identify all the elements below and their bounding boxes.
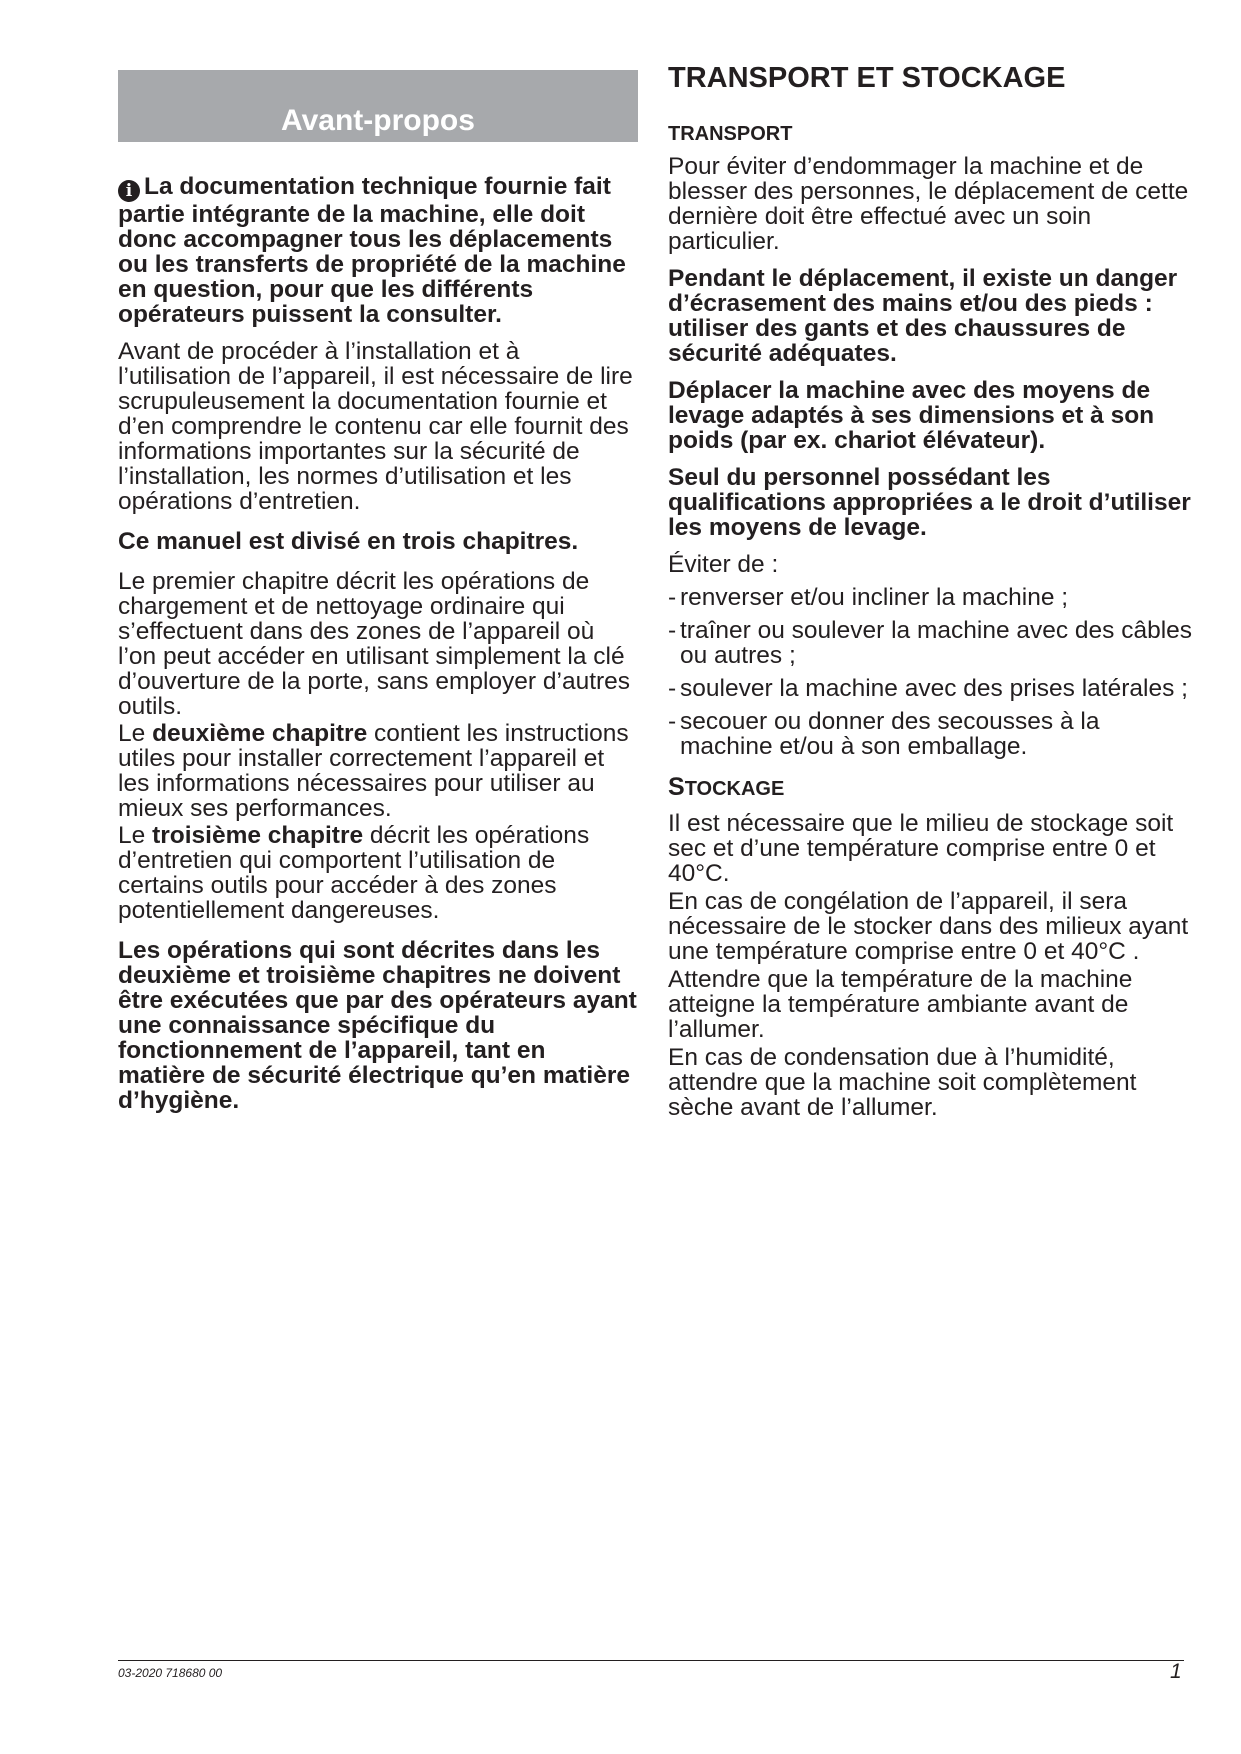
- crush-danger-warning: Pendant le déplacement, il existe un danger d’écrasement des mains et/ou des pieds : utiliser des gants et des chaussures de sécurité adéquates.: [668, 265, 1178, 367]
- storage-paragraph-2: En cas de congélation de l’appareil, il sera nécessaire de le stocker dans des milieux ayant une température comprise entre 0 et 40°C .: [668, 888, 1189, 965]
- list-item: - traîner ou soulever la machine avec des câbles ou autres ;: [668, 617, 1193, 669]
- operators-warning: Les opérations qui sont décrites dans les deuxième et troisième chapitres ne doivent être exécutées que par des opérateurs ayant une connaissance spécifique du fonctionnement de l’appareil, tant en matière de sécurité électrique qu’en matière d’hygiène.: [118, 937, 637, 1114]
- footer-divider: [118, 1660, 1184, 1661]
- transport-heading: TRANSPORT: [668, 123, 793, 145]
- intro-note: [118, 174, 638, 327]
- avoid-intro: Éviter de :: [668, 551, 779, 578]
- document-reference: 03-2020 718680 00: [118, 1666, 223, 1680]
- avoid-list: [668, 585, 1193, 759]
- chapters-heading: Ce manuel est divisé en trois chapitres.: [118, 528, 579, 555]
- storage-paragraph-1: Il est nécessaire que le milieu de stockage soit sec et d’une température comprise entre 0 et 40°C.: [668, 810, 1174, 887]
- storage-paragraph-3: Attendre que la température de la machine atteigne la température ambiante avant de l’allumer.: [668, 966, 1133, 1043]
- section-banner: [118, 70, 638, 142]
- transport-intro: Pour éviter d’endommager la machine et de blesser des personnes, le déplacement de cette dernière doit être effectué avec un soin particulier.: [668, 153, 1189, 255]
- list-item: - renverser et/ou incliner la machine ;: [668, 584, 1069, 611]
- left-column: [118, 70, 638, 1113]
- qualified-personnel-warning: Seul du personnel possédant les qualifications appropriées a le droit d’utiliser les moyens de levage.: [668, 464, 1191, 541]
- intro-note-text: La documentation technique fournie fait partie intégrante de la machine, elle doit donc accompagner tous les déplacements ou les transferts de propriété de la machine en question, pour que les différents opérateurs puissent la consulter.: [118, 173, 626, 328]
- second-chapter-paragraph: Le deuxième chapitre contient les instructions utiles pour installer correctement l’appareil et les informations nécessaires pour utiliser au mieux ses performances.: [118, 720, 629, 822]
- storage-heading: STOCKAGE: [668, 773, 785, 801]
- page-number: 1: [1170, 1660, 1182, 1683]
- right-column: [668, 62, 1193, 1120]
- third-chapter-bold: troisième chapitre: [152, 822, 364, 849]
- info-circle-icon: i: [118, 180, 140, 202]
- second-chapter-bold: deuxième chapitre: [152, 720, 368, 747]
- list-item: - secouer ou donner des secousses à la machine et/ou à son emballage.: [668, 708, 1100, 760]
- section-title: TRANSPORT ET STOCKAGE: [668, 62, 1066, 94]
- install-paragraph: Avant de procéder à l’installation et à l’utilisation de l’appareil, il est nécessaire de lire scrupuleusement la documentation fournie et d’en comprendre le contenu car elle fournit des informations importantes sur la sécurité de l’installation, les normes d’utilisation et les opérations d’entretien.: [118, 338, 633, 515]
- banner-title: Avant-propos: [281, 104, 475, 137]
- list-item: - soulever la machine avec des prises latérales ;: [668, 675, 1188, 702]
- storage-paragraph-4: En cas de condensation due à l’humidité, attendre que la machine soit complètement sèche avant de l’allumer.: [668, 1044, 1137, 1121]
- first-chapter-paragraph: Le premier chapitre décrit les opérations de chargement et de nettoyage ordinaire qui s’effectuent dans des zones de l’appareil où l’on peut accéder en utilisant simplement la clé d’ouverture de la porte, sans employer d’autres outils.: [118, 568, 631, 720]
- third-chapter-paragraph: Le troisième chapitre décrit les opérations d’entretien qui comportent l’utilisation de certains outils pour accéder à des zones potentiellement dangereuses.: [118, 822, 590, 924]
- lifting-means-warning: Déplacer la machine avec des moyens de levage adaptés à ses dimensions et à son poids (par ex. chariot élévateur).: [668, 377, 1155, 454]
